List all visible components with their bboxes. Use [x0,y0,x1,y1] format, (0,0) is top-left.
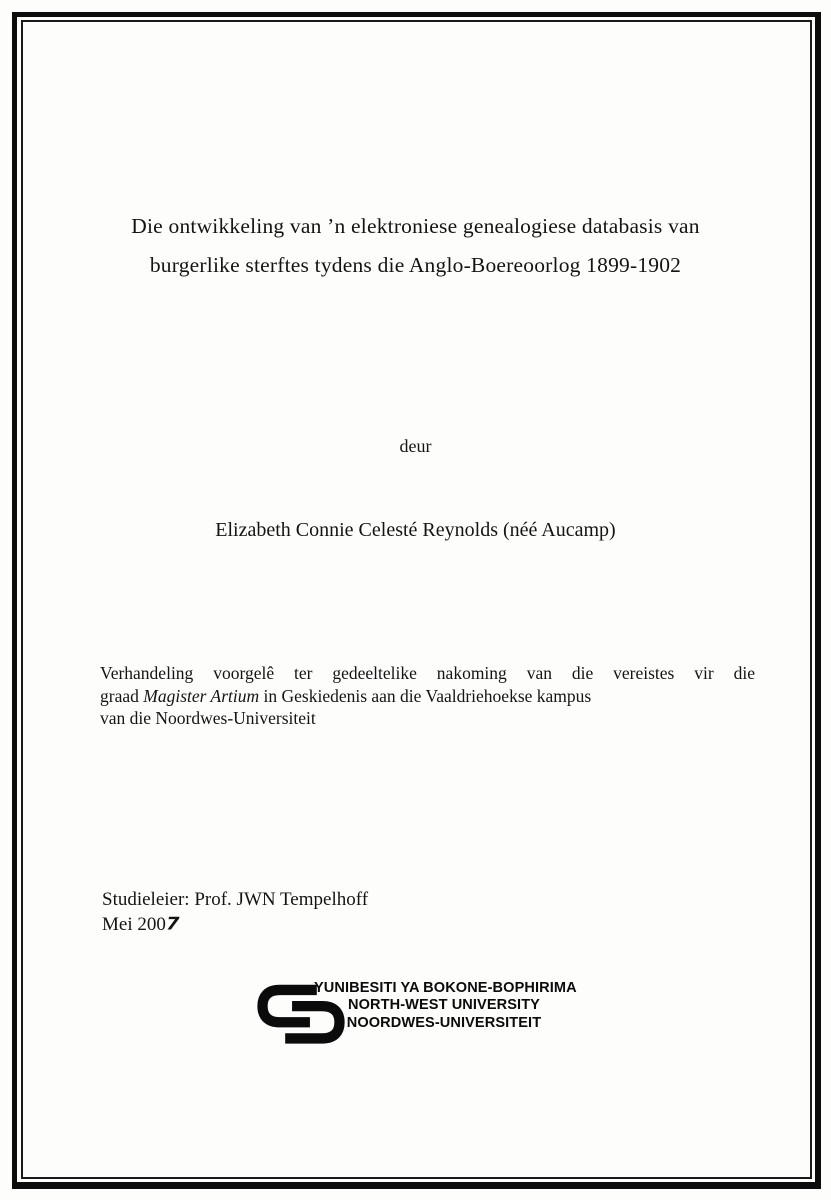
author-name: Elizabeth Connie Celesté Reynolds (néé Aucamp) [215,519,616,541]
degree-name: Magister Artium [143,685,260,706]
date-prefix: Mei 200 [102,914,166,935]
thesis-title-line-1: Die ontwikkeling van ’n elektroniese genealogiese databasis van [131,214,700,238]
logo-text-english: NORTH-WEST UNIVERSITY [347,996,540,1014]
thesis-statement-line-1: Verhandeling voorgelê ter gedeeltelike nakoming van die vereistes vir die [100,663,755,683]
degree-prefix: graad [100,685,144,706]
byline-label: deur [399,436,432,456]
date-final-digit: 7 [163,913,181,935]
thesis-statement [100,662,755,730]
logo-text-afrikaans: NOORDWES-UNIVERSITEIT [346,1013,542,1031]
logo-text-setswana: YUNIBESITI YA BOKONE-BOPHIRIMA [314,979,577,996]
thesis-statement-line-2 [100,685,755,708]
supervisor-line: Studieleier: Prof. JWN Tempelhoff [102,889,369,910]
university-logo-text [314,979,577,1031]
degree-suffix: in Geskiedenis aan die Vaaldriehoekse kampus [259,685,592,706]
date-line [102,913,181,936]
university-logo [256,979,586,1059]
thesis-statement-line-3: van die Noordwes-Universiteit [100,708,316,728]
thesis-title-line-2: burgerlike sterftes tydens die Anglo-Boereoorlog 1899-1902 [149,253,682,277]
